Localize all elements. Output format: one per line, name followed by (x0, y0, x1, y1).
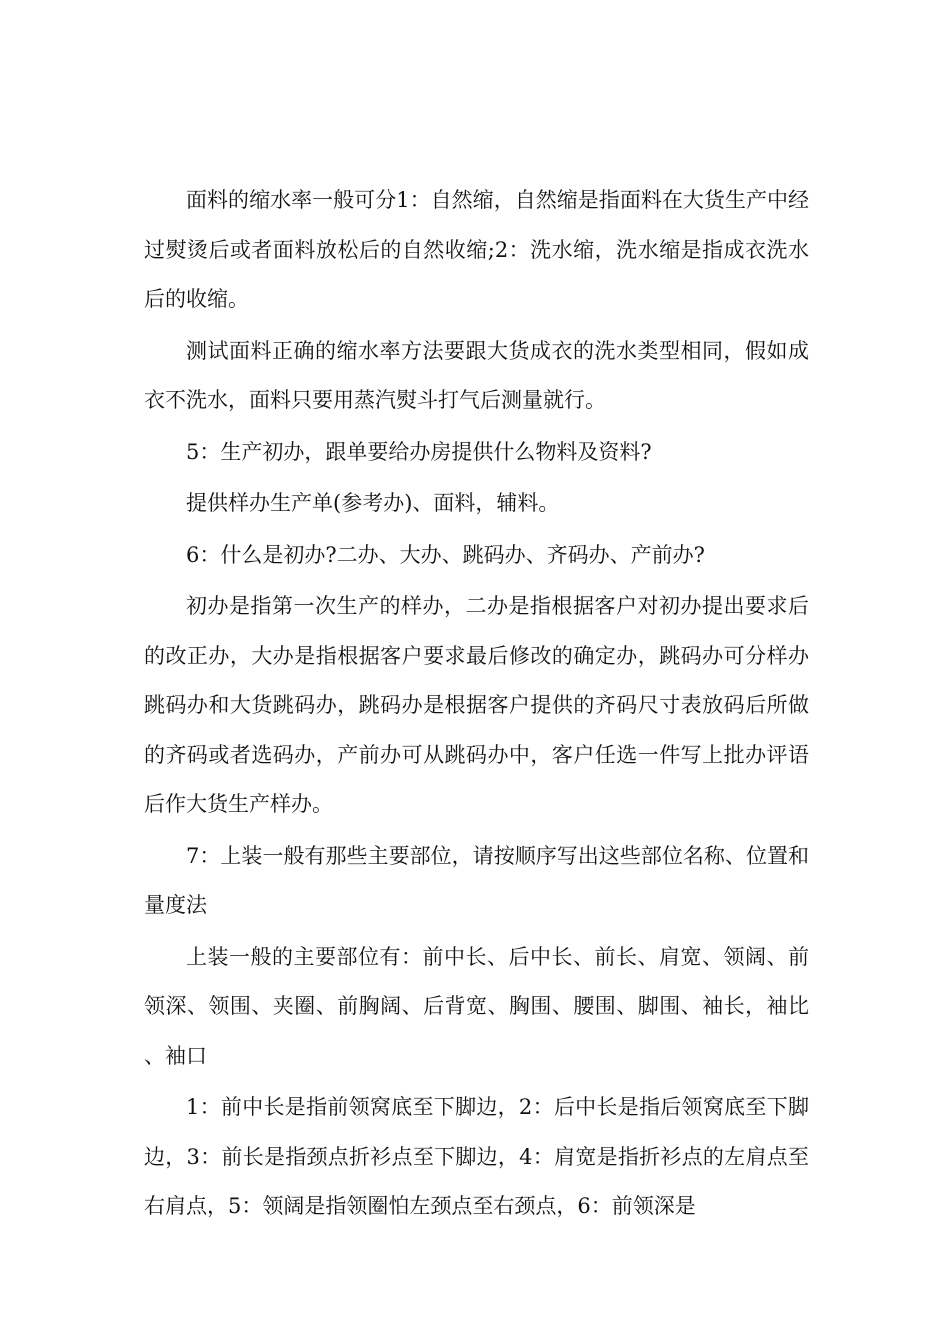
answer-7-measurements: 1：前中长是指前领窝底至下脚边，2：后中长是指后领窝底至下脚边，3：前长是指颈点折衫点至下脚边，4：肩宽是指折衫点的左肩点至右肩点，5：领阔是指领圈怕左颈点至右颈点，6：前领深是 (144, 1095, 809, 1218)
answer-5: 提供样办生产单(参考办)、面料，辅料。 (186, 491, 560, 515)
paragraph-shrinkage-types: 面料的缩水率一般可分1：自然缩，自然缩是指面料在大货生产中经过熨烫后或者面料放松后的自然收缩;2：洗水缩，洗水缩是指成衣洗水后的收缩。 (144, 188, 809, 311)
question-7: 7：上装一般有那些主要部位，请按顺序写出这些部位名称、位置和量度法 (144, 843, 809, 917)
paragraph-shrinkage-test: 测试面料正确的缩水率方法要跟大货成衣的洗水类型相同，假如成衣不洗水，面料只要用蒸汽熨斗打气后测量就行。 (144, 338, 809, 412)
question-5: 5：生产初办，跟单要给办房提供什么物料及资料? (186, 439, 652, 464)
answer-6: 初办是指第一次生产的样办，二办是指根据客户对初办提出要求后的改正办，大办是指根据客户要求最后修改的确定办，跳码办可分样办跳码办和大货跳码办，跳码办是根据客户提供的齐码尺寸表放码后所做的齐码或者选码办，产前办可从跳码办中，客户任选一件写上批办评语后作大货生产样办。 (144, 594, 809, 816)
question-6: 6：什么是初办?二办、大办、跳码办、齐码办、产前办? (186, 542, 705, 567)
answer-7-parts: 上装一般的主要部位有：前中长、后中长、前长、肩宽、领阔、前领深、领围、夹圈、前胸阔、后背宽、胸围、腰围、脚围、袖长，袖比、袖口 (144, 944, 809, 1068)
document-body (144, 176, 809, 1232)
